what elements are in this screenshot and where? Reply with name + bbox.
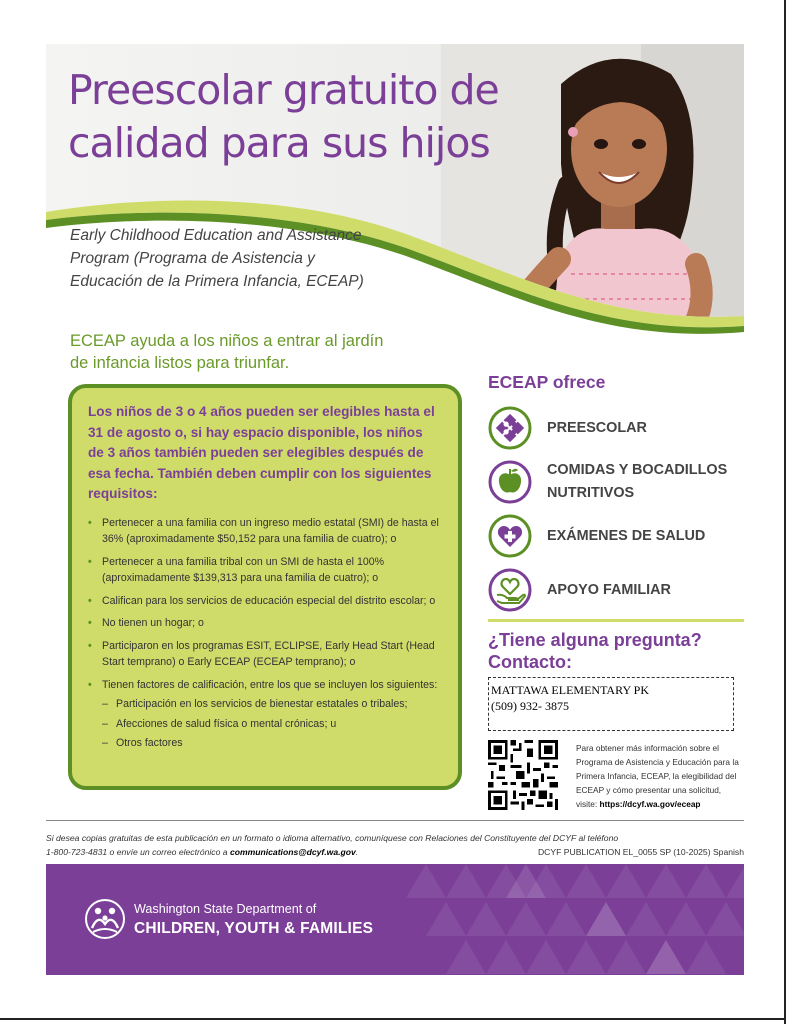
contact-name: MATTAWA ELEMENTARY PK [491, 683, 650, 697]
eligibility-subitem: – Participación en los servicios de bienestar estatales o tribales; [102, 696, 442, 713]
offer-meals [488, 460, 744, 508]
bullet-icon: • [88, 555, 92, 568]
bullet-icon: • [88, 639, 92, 652]
eligibility-subitem: – Afecciones de salud física o mental crónicas; u [102, 716, 442, 733]
brand-line-2: CHILDREN, YOUTH & FAMILIES [134, 920, 374, 937]
dash-icon: – [102, 737, 108, 749]
eligibility-item: • Tienen factores de calificación, entre los que se incluyen los siguientes: – Participación en los servicios de bienestar estatales o tribales; – Afecciones de salud física o mental crónicas; u – Otros factores [88, 677, 442, 752]
footer-email-link[interactable]: communications@dcyf.wa.gov [229, 847, 356, 857]
eligibility-item: • No tienen un hogar; o [88, 615, 442, 632]
contact-heading: ¿Tiene alguna pregunta? Contacto: [488, 630, 702, 672]
eligibility-list [88, 515, 442, 752]
publication-code: DCYF PUBLICATION EL_0055 SP (10-2025) Spanish [537, 847, 744, 857]
program-name: Early Childhood Education and Assistance Program (Programa de Asistencia y Educación de la Primera Infancia, ECEAP) [70, 227, 364, 290]
footer-phone-text: 1-800-723-4831 o envíe un correo electrónico a [46, 847, 228, 857]
eligibility-item: • Pertenecer a una familia tribal con un SMI de hasta el 100% (aproximadamente $139,313 para una familia de cuatro); o [88, 555, 385, 584]
footer-line-1: Si desea copias gratuitas de esta publicación en un formato o idioma alternativo, comuníquese con Relaciones del Constituyente del DCYF al teléfono [46, 833, 619, 843]
eligibility-lead: Los niños de 3 o 4 años pueden ser elegibles hasta el 31 de agosto o, si hay espacio disponible, los niños de 3 años también pueden ser elegibles después de esa fecha. También deben cumplir con los siguientes requisitos: [88, 404, 435, 501]
bullet-icon: • [88, 594, 92, 607]
bullet-icon: • [88, 516, 92, 529]
footer-divider [46, 820, 744, 821]
footer-line-2: 1-800-723-4831 o envíe un correo electrónico a communications@dcyf.wa.gov. [46, 847, 359, 857]
offer-health [488, 514, 744, 562]
flyer-page [46, 44, 744, 975]
eligibility-item: • Califican para los servicios de educación especial del distrito escolar; o [88, 593, 442, 610]
offer-label: APOYO FAMILIAR [547, 581, 671, 598]
section-divider [488, 619, 744, 622]
contact-phone[interactable]: (509) 932- 3875 [491, 699, 569, 713]
offer-family [488, 568, 744, 616]
eceap-link[interactable]: https://dcyf.wa.gov/eceap [599, 799, 701, 810]
hand-heart-icon [488, 568, 532, 612]
offer-label: PREESCOLAR [547, 419, 647, 436]
eligibility-item: • Pertenecer a una familia con un ingreso medio estatal (SMI) de hasta el 36% (aproximadamente $50,152 para una familia de cuatro); o [88, 516, 439, 545]
contact-box [488, 677, 734, 731]
dash-icon: – [102, 717, 108, 730]
puzzle-icon [488, 406, 532, 450]
brand-banner [46, 864, 744, 975]
eligibility-subitem: – Otros factores [102, 735, 442, 752]
offers-title: ECEAP ofrece [488, 372, 606, 392]
offer-label: EXÁMENES DE SALUD [547, 527, 706, 544]
brand-line-1: Washington State Department of [134, 902, 317, 916]
apple-icon [488, 460, 532, 504]
eligibility-sublist [102, 696, 442, 752]
page-title: Preescolar gratuito de calidad para sus hijos [68, 66, 499, 167]
eligibility-box [68, 384, 462, 790]
bullet-icon: • [88, 617, 92, 629]
qr-info [576, 741, 744, 811]
intro-text: ECEAP ayuda a los niños a entrar al jardín de infancia listos para triunfar. [70, 332, 384, 372]
eligibility-item: • Participaron en los programas ESIT, ECLIPSE, Early Head Start (Head Start temprano) o Early ECEAP (ECEAP temprano); o [88, 639, 435, 668]
offer-label: COMIDAS Y BOCADILLOS NUTRITIVOS [547, 462, 728, 501]
qr-info-text: Para obtener más información sobre el Programa de Asistencia y Educación para la Primera Infancia, ECEAP, la elegibilidad del ECEAP y cómo presentar una solicitud, visite: [576, 743, 739, 810]
offer-preschool [488, 406, 744, 454]
dcyf-logo-icon [84, 898, 126, 940]
page-edge-bottom [0, 1018, 786, 1020]
qr-code[interactable] [488, 740, 558, 810]
health-heart-icon [488, 514, 532, 558]
page-edge-right [784, 0, 786, 1024]
bullet-icon: • [88, 678, 92, 691]
dash-icon: – [102, 698, 108, 710]
